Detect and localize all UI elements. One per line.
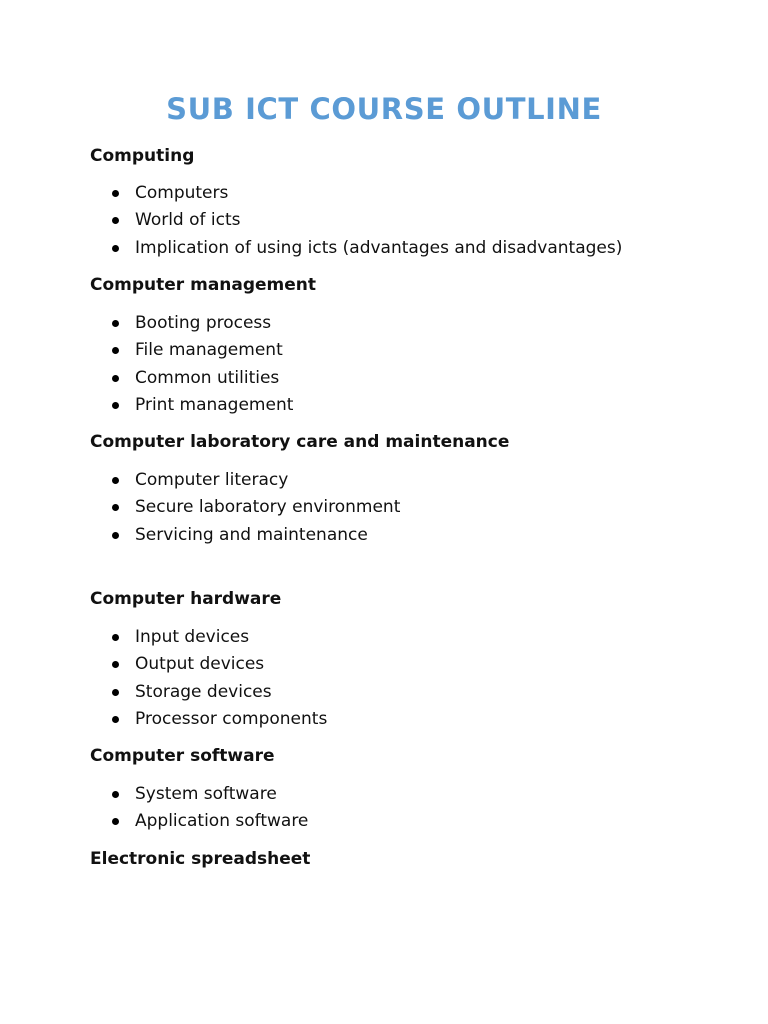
list-item [90,339,293,366]
section-heading-lab-care: Computer laboratory care and maintenance [90,432,510,452]
list-item [90,469,400,496]
section-list-computer-software [90,783,308,838]
list-item-text: Common utilities [135,367,280,388]
bullet-icon [112,532,119,539]
bullet-icon [112,689,119,696]
list-item [90,209,622,236]
bullet-icon [112,661,119,668]
bullet-icon [112,320,119,327]
list-item [90,810,308,837]
bullet-icon [112,245,119,252]
section-list-computer-hardware [90,626,327,735]
section-heading-electronic-spreadsheet: Electronic spreadsheet [90,849,311,869]
list-item-text: Input devices [135,627,250,647]
bullet-icon [112,375,119,382]
list-item-text: Booting process [135,313,272,333]
list-item-text: System software [135,784,277,804]
list-item-text: Print management [135,394,294,415]
section-heading-computer-management: Computer management [90,275,317,295]
list-item-text: File management [135,340,283,361]
list-item-text: Computer literacy [135,470,289,490]
list-item-text: Secure laboratory environment [135,497,401,518]
list-item [90,626,327,653]
list-item [90,708,327,735]
list-item-text: Implication of using icts (advantages and disadvantages) [135,237,623,258]
list-item [90,237,622,264]
bullet-icon [112,477,119,484]
list-item [90,783,308,810]
bullet-icon [112,347,119,354]
section-heading-computer-software: Computer software [90,746,275,766]
bullet-icon [112,504,119,511]
list-item [90,182,622,209]
list-item-text: Storage devices [135,681,272,702]
list-item [90,524,400,551]
section-list-lab-care [90,469,400,551]
bullet-icon [112,402,119,409]
bullet-icon [112,217,119,224]
section-heading-computing: Computing [90,146,195,166]
bullet-icon [112,190,119,197]
bullet-icon [112,716,119,723]
list-item-text: World of icts [135,210,241,231]
list-item-text: Output devices [135,654,265,675]
section-list-computing [90,182,622,264]
section-heading-computer-hardware: Computer hardware [90,589,282,609]
list-item [90,496,400,523]
list-item-text: Servicing and maintenance [135,524,368,545]
bullet-icon [112,791,119,798]
list-item-text: Processor components [135,708,328,729]
list-item [90,681,327,708]
section-list-computer-management [90,312,293,421]
list-item-text: Computers [135,183,229,203]
document-title: SUB ICT COURSE OUTLINE [166,92,602,126]
list-item [90,394,293,421]
list-item-text: Application software [135,811,309,832]
bullet-icon [112,818,119,825]
bullet-icon [112,634,119,641]
list-item [90,367,293,394]
list-item [90,653,327,680]
list-item [90,312,293,339]
